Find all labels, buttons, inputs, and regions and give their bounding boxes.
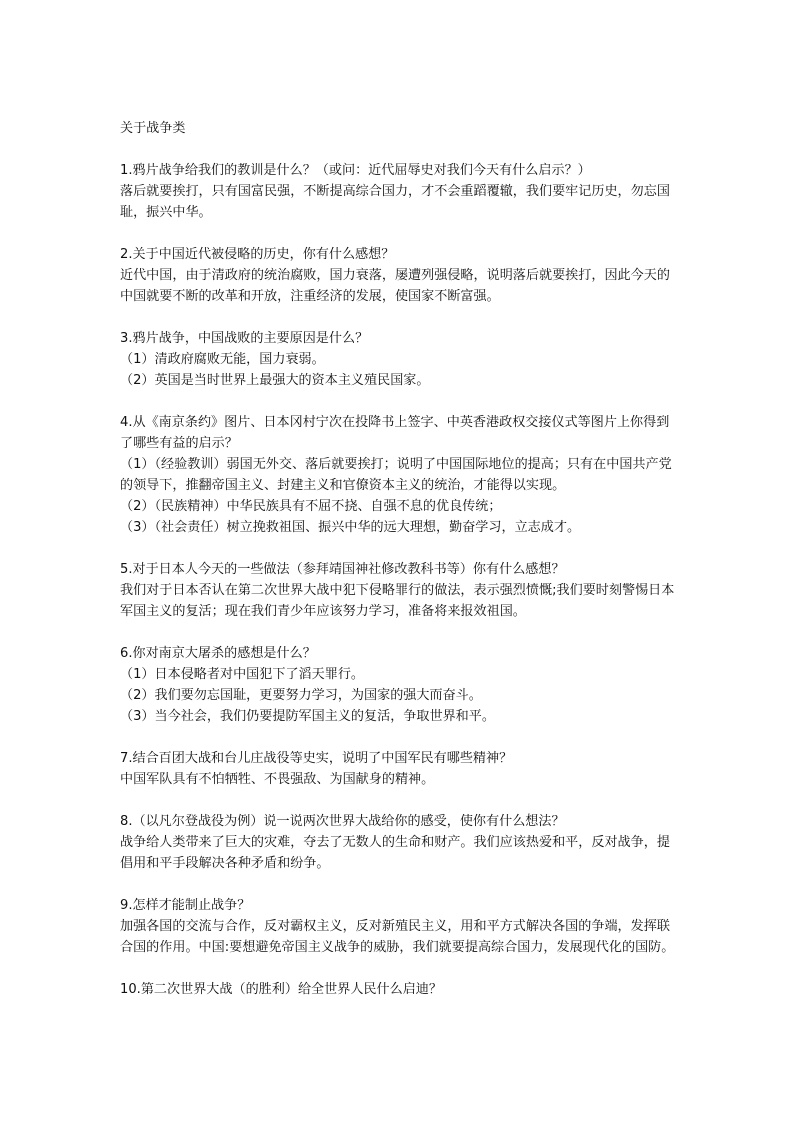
question-text: 7.结合百团大战和台儿庄战役等史实，说明了中国军民有哪些精神？ bbox=[120, 751, 513, 766]
answer-text: （2）我们要勿忘国耻，更要努力学习，为国家的强大而奋斗。 bbox=[120, 688, 482, 703]
qa-item bbox=[120, 559, 680, 622]
document-content bbox=[120, 118, 680, 1000]
question-text: 8.（以凡尔登战役为例）说一说两次世界大战给你的感受，使你有什么想法？ bbox=[120, 814, 565, 829]
qa-item bbox=[120, 643, 680, 727]
question-text: 2.关于中国近代被侵略的历史，你有什么感想？ bbox=[120, 247, 395, 262]
qa-item bbox=[120, 328, 680, 391]
answer-text: 近代中国，由于清政府的统治腐败，国力衰落，屡遭列强侵略，说明落后就要挨打，因此今天的中国就要不断的改革和开放，注重经济的发展，使国家不断富强。 bbox=[120, 268, 670, 304]
qa-item bbox=[120, 244, 680, 307]
qa-item bbox=[120, 811, 680, 874]
answer-text: 中国军队具有不怕牺牲、不畏强敌、为国献身的精神。 bbox=[120, 772, 435, 787]
qa-item bbox=[120, 748, 680, 790]
question-text: 9.怎样才能制止战争？ bbox=[120, 898, 251, 913]
question-text: 10.第二次世界大战（的胜利）给全世界人民什么启迪？ bbox=[120, 982, 442, 997]
question-text: 5.对于日本人今天的一些做法（参拜靖国神社修改教科书等）你有什么感想？ bbox=[120, 562, 565, 577]
question-text: 4.从《南京条约》图片、日本冈村宁次在投降书上签字、中英香港政权交接仪式等图片上你得到了哪些有益的启示？ bbox=[120, 415, 670, 451]
answer-text: （1）（经验教训）弱国无外交、落后就要挨打；说明了中国国际地位的提高；只有在中国共产党的领导下，推翻帝国主义、封建主义和官僚资本主义的统治，才能得以实现。 bbox=[120, 457, 672, 493]
answer-text: （2）英国是当时世界上最强大的资本主义殖民国家。 bbox=[120, 373, 430, 388]
question-text: 1.鸦片战争给我们的教训是什么？（或问：近代屈辱史对我们今天有什么启示？） bbox=[120, 163, 591, 178]
qa-item bbox=[120, 895, 680, 958]
qa-item bbox=[120, 979, 680, 1000]
answer-text: （3）当今社会，我们仍要提防军国主义的复活，争取世界和平。 bbox=[120, 709, 495, 724]
answer-text: （3）（社会责任）树立挽救祖国、振兴中华的远大理想，勤奋学习，立志成才。 bbox=[120, 520, 581, 535]
document-title: 关于战争类 bbox=[120, 121, 186, 136]
answer-text: 加强各国的交流与合作，反对霸权主义，反对新殖民主义，用和平方式解决各国的争端，发挥联合国的作用。中国:要想避免帝国主义战争的威胁，我们就要提高综合国力，发展现代化的国防。 bbox=[120, 919, 675, 955]
answer-text: （2）（民族精神）中华民族具有不屈不挠、自强不息的优良传统； bbox=[120, 499, 502, 514]
question-text: 6.你对南京大屠杀的感想是什么？ bbox=[120, 646, 316, 661]
qa-item bbox=[120, 160, 680, 223]
answer-text: （1）清政府腐败无能，国力衰弱。 bbox=[120, 352, 325, 367]
qa-item bbox=[120, 412, 680, 538]
answer-text: 落后就要挨打，只有国富民强，不断提高综合国力，才不会重蹈覆辙，我们要牢记历史，勿忘国耻，振兴中华。 bbox=[120, 184, 670, 220]
answer-text: （1）日本侵略者对中国犯下了滔天罪行。 bbox=[120, 667, 365, 682]
question-text: 3.鸦片战争，中国战败的主要原因是什么？ bbox=[120, 331, 369, 346]
answer-text: 战争给人类带来了巨大的灾难，夺去了无数人的生命和财产。我们应该热爱和平，反对战争，提倡用和平手段解决各种矛盾和纷争。 bbox=[120, 835, 670, 871]
answer-text: 我们对于日本否认在第二次世界大战中犯下侵略罪行的做法，表示强烈愤慨;我们要时刻警惕日本军国主义的复活；现在我们青少年应该努力学习，准备将来报效祖国。 bbox=[120, 583, 675, 619]
